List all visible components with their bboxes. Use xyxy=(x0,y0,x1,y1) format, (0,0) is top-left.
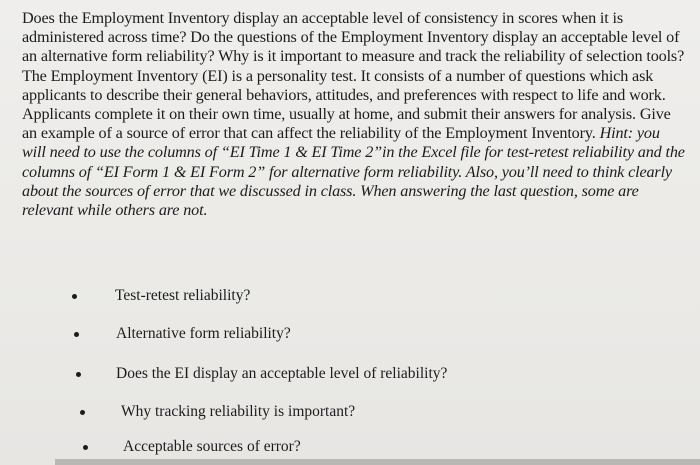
question-hint: Hint: you will need to use the columns of “EI Time 1 & EI Time 2”in the Excel file for test-retest reliability and the columns of “EI Form 1 & EI Form 2” for alternative form reliability. Also, you’ll need to think clearly about the sources of error that we discussed in class. When answering the last question, some are relevant while others are not. xyxy=(22,124,685,220)
bullet-dot-icon xyxy=(72,294,77,299)
bullet-dot-icon xyxy=(76,372,81,377)
bullet-text: Does the EI display an acceptable level of reliability? xyxy=(116,365,448,382)
bullet-text: Test-retest reliability? xyxy=(115,287,251,304)
bottom-edge-divider xyxy=(55,459,700,465)
bullet-text: Why tracking reliability is important? xyxy=(121,403,356,420)
bullet-dot-icon xyxy=(83,445,88,450)
bullet-text: Acceptable sources of error? xyxy=(123,438,301,455)
question-intro: Does the Employment Inventory display an acceptable level of consistency in scores when it is administered across time? Do the questions of the Employment Inventory display an acceptable level of an alternative form reliability? Why is it important to measure and track the reliability of selection tools? The Employment Inventory (EI) is a personality test. It consists of a number of questions which ask applicants to describe their general behaviors, attitudes, and preferences with respect to life and work. Applicants complete it on their own time, usually at home, and submit their answers for analysis. Give an example of a source of error that can affect the reliability of the Employment Inventory. xyxy=(22,9,685,143)
bullet-text: Alternative form reliability? xyxy=(116,325,291,342)
bullet-dot-icon xyxy=(80,410,85,415)
bullet-dot-icon xyxy=(74,332,79,337)
